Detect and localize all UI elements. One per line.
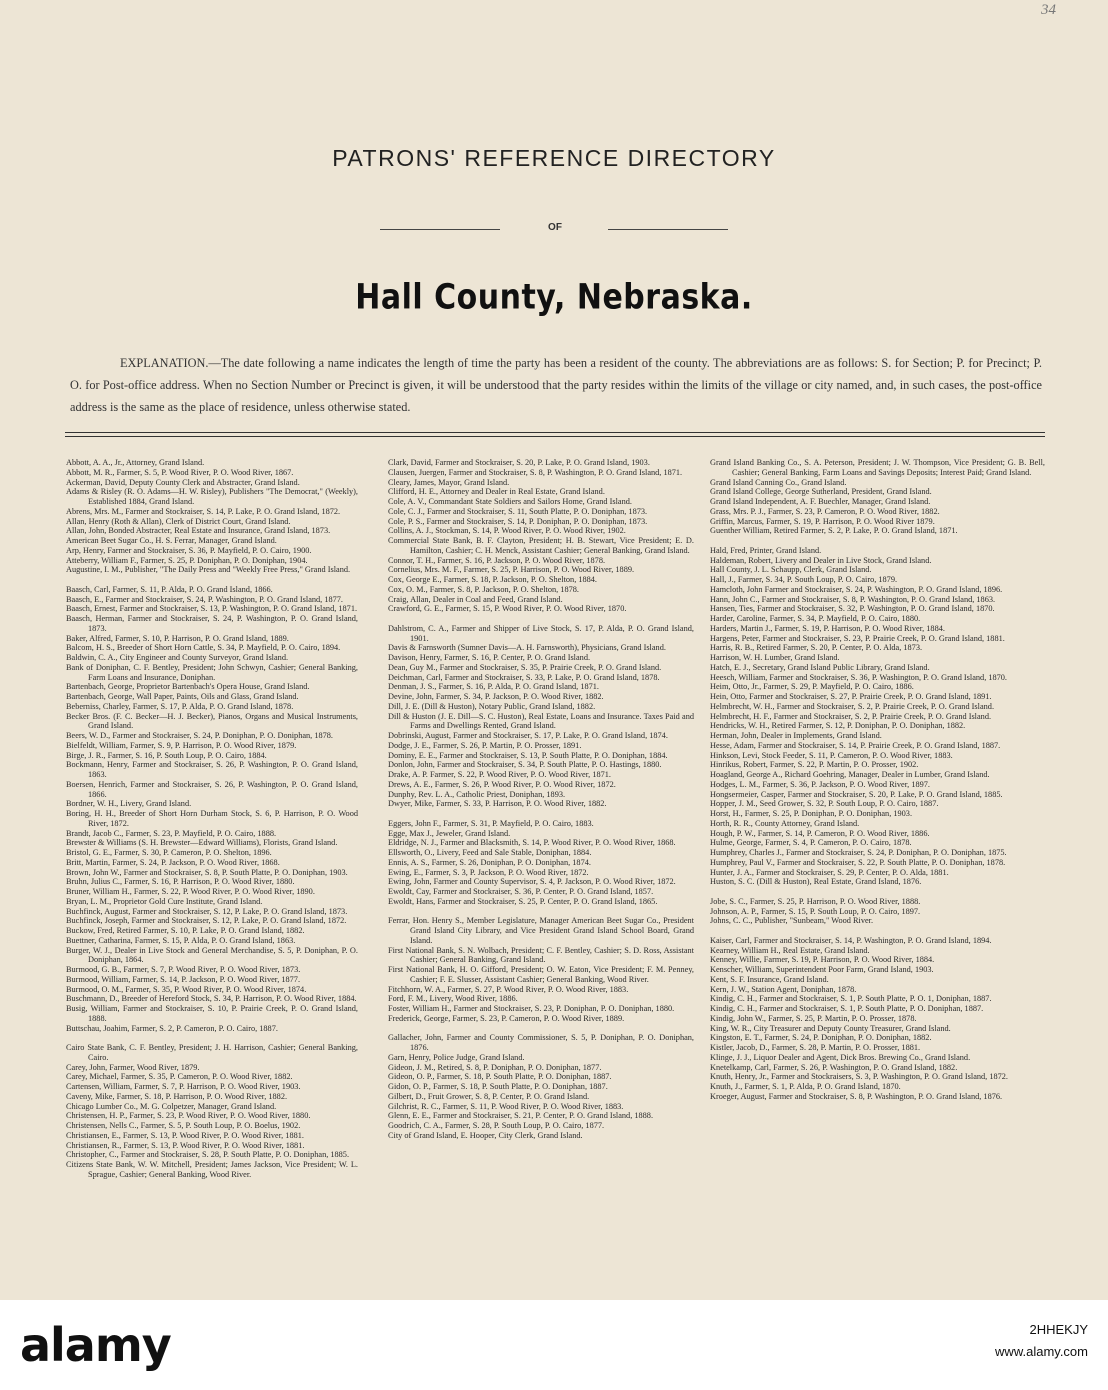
directory-entry: Heim, Otto, Jr., Farmer, S. 29, P. Mayfield, P. O. Cairo, 1886.: [710, 682, 914, 692]
of-label: OF: [548, 222, 562, 233]
page-number: 34: [1041, 2, 1056, 18]
double-rule-top: [65, 432, 1045, 433]
directory-entry: Buttschau, Joahim, Farmer, S. 2, P. Cameron, P. O. Cairo, 1887.: [66, 1023, 278, 1033]
directory-entry: Cairo State Bank, C. F. Bentley, President; J. H. Harrison, Cashier; General Banking, Cairo.: [66, 1043, 358, 1062]
directory-entry: Harrison, W. H. Lumber, Grand Island.: [710, 653, 840, 662]
directory-entry: Cornelius, Mrs. M. F., Farmer, S. 25, P. Harrison, P. O. Wood River, 1889.: [388, 565, 635, 575]
watermark-image-id: 2HHEKJY: [1029, 1322, 1088, 1337]
letter-group-gap: [388, 614, 694, 624]
directory-entry: Abrens, Mrs. M., Farmer and Stockraiser, S. 14, P. Lake, P. O. Grand Island, 1872.: [66, 506, 341, 516]
directory-entry: Busig, William, Farmer and Stockraiser, S. 10, P. Prairie Creek, P. O. Grand Island, 1888.: [66, 1004, 358, 1023]
directory-entry: Knuth, J., Farmer, S. 1, P. Alda, P. O. Grand Island, 1870.: [710, 1082, 901, 1091]
directory-entry: Ewing, E., Farmer, S. 3, P. Jackson, P. O. Wood River, 1872.: [388, 867, 589, 877]
directory-entry: City of Grand Island, E. Hooper, City Clerk, Grand Island.: [388, 1130, 583, 1140]
directory-entry: Cole, C. J., Farmer and Stockraiser, S. 11, South Platte, P. O. Doniphan, 1873.: [388, 506, 648, 516]
directory-entry: Eggers, John F., Farmer, S. 31, P. Mayfield, P. O. Cairo, 1883.: [388, 818, 594, 828]
directory-entry: Abbott, M. R., Farmer, S. 5, P. Wood River, P. O. Wood River, 1867.: [66, 467, 294, 477]
directory-entry: Ellsworth, O., Livery, Feed and Sale Stable, Doniphan, 1884.: [388, 848, 592, 857]
county-heading: Hall County, Nebraska.: [355, 277, 753, 318]
directory-entry: Kearney, William H., Real Estate, Grand Island.: [710, 945, 870, 955]
directory-entry: Dean, Guy M., Farmer and Stockraiser, S. 35, P. Prairie Creek, P. O. Grand Island.: [388, 662, 662, 672]
directory-entry: Brown, John W., Farmer and Stockraiser, S. 8, P. South Platte, P. O. Doniphan, 1903.: [66, 867, 348, 877]
directory-entry: Atteberry, William F., Farmer, S. 25, P. Doniphan, P. O. Doniphan, 1904.: [66, 555, 308, 565]
page-title: PATRONS' REFERENCE DIRECTORY: [332, 145, 776, 171]
directory-entry: Ewoldt, Hans, Farmer and Stockraiser, S. 25, P. Center, P. O. Grand Island, 1865.: [388, 896, 658, 906]
directory-entry: Burger, W. J., Dealer in Live Stock and General Merchandise, S. 5, P. Doniphan, P. O. Doniphan, 1864.: [66, 945, 358, 965]
directory-entry: Hall County, J. L. Schaupp, Clerk, Grand Island.: [710, 565, 872, 575]
directory-entry: Guenther William, Retired Farmer, S. 2, P. Lake, P. O. Grand Island, 1871.: [710, 526, 958, 536]
directory-entry: Drews, A. E., Farmer, S. 26, P. Wood River, P. O. Wood River, 1872.: [388, 779, 616, 789]
directory-entry: Foster, William H., Farmer and Stockraiser, S. 23, P. Doniphan, P. O. Doniphan, 1880.: [388, 1004, 675, 1013]
directory-entry: Dodge, J. E., Farmer, S. 26, P. Martin, P. O. Prosser, 1891.: [388, 740, 582, 750]
directory-entry: Egge, Max J., Jeweler, Grand Island.: [388, 828, 511, 838]
directory-entry: Ewoldt, Cay, Farmer and Stockraiser, S. 36, P. Center, P. O. Grand Island, 1857.: [388, 887, 654, 896]
directory-entry: Horst, H., Farmer, S. 25, P. Doniphan, P. O. Doniphan, 1903.: [710, 809, 913, 818]
directory-entry: Bockmann, Henry, Farmer and Stockraiser, S. 26, P. Washington, P. O. Grand Island, 1863.: [66, 760, 358, 779]
directory-entry: Kindig, C. H., Farmer and Stockraiser, S. 1, P. South Platte, P. O. 1, Doniphan, 1887.: [710, 994, 992, 1004]
directory-entry: Hansen, Ties, Farmer and Stockraiser, S. 32, P. Washington, P. O. Grand Island, 1870.: [710, 604, 995, 614]
directory-entry: Grand Island Independent, A. F. Buechler, Manager, Grand Island.: [710, 497, 931, 506]
directory-entry: Knetelkamp, Carl, Farmer, S. 26, P. Washington, P. O. Grand Island, 1882.: [710, 1062, 958, 1072]
directory-entry: Bristol, G. E., Farmer, S. 30, P. Cameron, P. O. Shelton, 1896.: [66, 848, 272, 857]
directory-entry: Dwyer, Mike, Farmer, S. 33, P. Harrison, P. O. Wood River, 1882.: [388, 799, 607, 809]
directory-entry: Goodrich, C. A., Farmer, S. 28, P. South Loup, P. O. Cairo, 1877.: [388, 1121, 605, 1130]
directory-entry: Bordner, W. H., Livery, Grand Island.: [66, 799, 192, 809]
directory-entry: Britt, Martin, Farmer, S. 24, P. Jackson, P. O. Wood River, 1868.: [66, 857, 280, 867]
directory-entry: Haldeman, Robert, Livery and Dealer in Live Stock, Grand Island.: [710, 555, 932, 565]
directory-entry: Gideon, O. P., Farmer, S. 18, P. South Platte, P. O. Doniphan, 1887.: [388, 1072, 612, 1082]
letter-group-gap: [388, 907, 694, 917]
directory-entry: Drake, A. P. Farmer, S. 22, P. Wood River, P. O. Wood River, 1871.: [388, 770, 611, 779]
directory-entry: Connor, T. H., Farmer, S. 16, P. Jackson, P. O. Wood River, 1878.: [388, 555, 606, 565]
directory-entry: Gidon, O. P., Farmer, S. 18, P. South Platte, P. O. Doniphan, 1887.: [388, 1082, 608, 1091]
directory-entry: Herman, John, Dealer in Implements, Grand Island.: [710, 731, 882, 740]
of-divider: [380, 222, 728, 236]
directory-entry: Buckow, Fred, Retired Farmer, S. 10, P. Lake, P. O. Grand Island, 1882.: [66, 926, 305, 935]
directory-entry: American Beet Sugar Co., H. S. Ferrar, Manager, Grand Island.: [66, 536, 277, 545]
directory-entry: Buchfinck, August, Farmer and Stockraiser, S. 12, P. Lake, P. O. Grand Island, 1873.: [66, 906, 348, 916]
directory-entry: Davis & Farnsworth (Sumner Davis—A. H. Farnsworth), Physicians, Grand Island.: [388, 643, 666, 653]
directory-entry: Bartenbach, George, Proprietor Bartenbach's Opera House, Grand Island.: [66, 682, 310, 692]
directory-entry: Devine, John, Farmer, S. 34, P. Jackson, P. O. Wood River, 1882.: [388, 692, 604, 701]
directory-entry: Hein, Otto, Farmer and Stockraiser, S. 27, P. Prairie Creek, P. O. Grand Island, 1891.: [710, 692, 992, 701]
directory-entry: Clark, David, Farmer and Stockraiser, S. 20, P. Lake, P. O. Grand Island, 1903.: [388, 458, 650, 467]
directory-entry: Johns, C. C., Publisher, "Sunbeam," Wood River.: [710, 916, 874, 926]
directory-entry: Bruner, William H., Farmer, S. 22, P. Wood River, P. O. Wood River, 1890.: [66, 887, 315, 896]
directory-entry: Gallacher, John, Farmer and County Commissioner, S. 5, P. Doniphan, P. O. Doniphan, 1876.: [388, 1033, 694, 1052]
directory-entry: Cartensen, William, Farmer, S. 7, P. Harrison, P. O. Wood River, 1903.: [66, 1082, 301, 1091]
directory-entry: Kingston, E. T., Farmer, S. 24, P. Doniphan, P. O. Doniphan, 1882.: [710, 1033, 932, 1043]
directory-entry: Deichman, Carl, Farmer and Stockraiser, S. 33, P. Lake, P. O. Grand Island, 1878.: [388, 672, 660, 682]
directory-entry: Fitchhorn, W. A., Farmer, S. 27, P. Wood River, P. O. Wood River, 1883.: [388, 984, 629, 994]
directory-entry: Dunphy, Rev. L. A., Catholic Priest, Doniphan, 1893.: [388, 789, 566, 799]
directory-entry: Hodges, L. M., Farmer, S. 36, P. Jackson, P. O. Wood River, 1897.: [710, 779, 930, 789]
directory-entry: Cox, O. M., Farmer, S. 8, P. Jackson, P. O. Shelton, 1878.: [388, 584, 579, 594]
directory-entry: Hargens, Peter, Farmer and Stockraiser, S. 23, P. Prairie Creek, P. O. Grand Island, 1881.: [710, 633, 1005, 643]
directory-entry: Ford, F. M., Livery, Wood River, 1886.: [388, 994, 518, 1004]
directory-entry: Hald, Fred, Printer, Grand Island.: [710, 545, 822, 555]
directory-entry: Adams & Risley (R. O. Adams—H. W. Risley), Publishers "The Democrat," (Weekly), Established 1884, Grand Island.: [66, 487, 358, 506]
directory-entry: Hough, P. W., Farmer, S. 14, P. Cameron, P. O. Wood River, 1886.: [710, 828, 930, 838]
directory-entry: Burmood, William, Farmer, S. 14, P. Jackson, P. O. Wood River, 1877.: [66, 974, 301, 984]
letter-group-gap: [710, 926, 1045, 936]
directory-entry: Hulme, George, Farmer, S. 4, P. Cameron, P. O. Cairo, 1878.: [710, 838, 912, 848]
directory-entry: Grand Island College, George Sutherland, President, Grand Island.: [710, 487, 932, 497]
directory-entry: Dominy, E. E., Farmer and Stockraiser, S. 13, P. South Platte, P. O. Doniphan, 1884.: [388, 750, 668, 760]
directory-entry: Bank of Doniphan, C. F. Bentley, President; John Schwyn, Cashier; General Banking, Farm Loans and Insurance, Doniphan.: [66, 662, 358, 682]
watermark-band: [0, 1300, 1108, 1390]
directory-entry: Becker Bros. (F. C. Becker—H. J. Becker), Pianos, Organs and Musical Instruments, Grand Island.: [66, 711, 358, 731]
directory-entry: Augustine, I. M., Publisher, "The Daily Press and "Weekly Free Press," Grand Island.: [66, 565, 351, 575]
directory-entry: Beers, W. D., Farmer and Stockraiser, S. 24, P. Doniphan, P. O. Doniphan, 1878.: [66, 731, 333, 740]
directory-entry: Cleary, James, Mayor, Grand Island.: [388, 477, 510, 487]
directory-entry: Harder, Caroline, Farmer, S. 34, P. Mayfield, P. O. Cairo, 1880.: [710, 614, 921, 623]
directory-entry: Carey, John, Farmer, Wood River, 1879.: [66, 1062, 200, 1072]
directory-entry: Citizens State Bank, W. W. Mitchell, President; James Jackson, Vice President; W. L. Sprague, Cashier; General Banking, Wood River.: [66, 1160, 358, 1179]
directory-entry: Buchfinck, Joseph, Farmer and Stockraiser, S. 12, P. Lake, P. O. Grand Island, 1872.: [66, 916, 347, 926]
directory-entry: Denman, J. S., Farmer, S. 16, P. Alda, P. O. Grand Island, 1871.: [388, 682, 599, 692]
directory-entry: Craig, Allan, Dealer in Coal and Feed, Grand Island.: [388, 594, 563, 604]
directory-entry: First National Bank, H. O. Gifford, President; O. W. Eaton, Vice President; F. M. Penney, Cashier; F. E. Slusser, Assistant Cashier; General Banking, Wood River.: [388, 965, 694, 984]
directory-entry: Jobe, S. C., Farmer, S. 25, P. Harrison, P. O. Wood River, 1888.: [710, 896, 921, 906]
directory-entry: Huston, S. C. (Dill & Huston), Real Estate, Grand Island, 1876.: [710, 877, 922, 887]
double-rule-bottom: [65, 436, 1045, 437]
directory-entry: Ennis, A. S., Farmer, S. 26, Doniphan, P. O. Doniphan, 1874.: [388, 857, 591, 867]
directory-entry: Hinkson, Levi, Stock Feeder, S. 11, P. Cameron, P. O. Wood River, 1883.: [710, 750, 953, 760]
directory-entry: Bielfeldt, William, Farmer, S. 9, P. Harrison, P. O. Wood River, 1879.: [66, 740, 297, 750]
directory-entry: First National Bank, S. N. Wolbach, President; C. F. Bentley, Cashier; S. D. Ross, Assistant Cashier; General Banking, Grand Island.: [388, 945, 694, 965]
directory-entry: Crawford, G. E., Farmer, S. 15, P. Wood River, P. O. Wood River, 1870.: [388, 604, 627, 614]
directory-entry: Cole, P. S., Farmer and Stockraiser, S. 14, P. Doniphan, P. O. Doniphan, 1873.: [388, 516, 648, 526]
directory-entry: Kenscher, William, Superintendent Poor Farm, Grand Island, 1903.: [710, 965, 934, 974]
directory-entry: Baldwin, C. A., City Engineer and County Surveyor, Grand Island.: [66, 653, 289, 662]
directory-entry: Christopher, C., Farmer and Stockraiser, S. 28, P. South Platte, P. O. Doniphan, 1885.: [66, 1150, 350, 1160]
directory-entry: Chicago Lumber Co., M. G. Colpetzer, Manager, Grand Island.: [66, 1101, 277, 1111]
directory-entry: Grass, Mrs. P. J., Farmer, S. 23, P. Cameron, P. O. Wood River, 1882.: [710, 506, 940, 516]
directory-entry: Heesch, William, Farmer and Stockraiser, S. 36, P. Washington, P. O. Grand Island, 1870.: [710, 672, 1008, 682]
directory-entry: Clifford, H. E., Attorney and Dealer in Real Estate, Grand Island.: [388, 487, 605, 497]
directory-entry: Beberniss, Charley, Farmer, S. 17, P. Alda, P. O. Grand Island, 1878.: [66, 701, 294, 711]
directory-entry: Garn, Henry, Police Judge, Grand Island.: [388, 1052, 525, 1062]
directory-entry: Hongsermeier, Casper, Farmer and Stockraiser, S. 20, P. Lake, P. O. Grand Island, 1885.: [710, 789, 1003, 799]
letter-group-gap: [66, 1033, 358, 1043]
directory-entry: Dobrinski, August, Farmer and Stockraiser, S. 17, P. Lake, P. O. Grand Island, 1874.: [388, 731, 668, 740]
directory-entry: Frederick, George, Farmer, S. 23, P. Cameron, P. O. Wood River, 1889.: [388, 1013, 625, 1023]
directory-entry: King, W. R., City Treasurer and Deputy County Treasurer, Grand Island.: [710, 1023, 951, 1033]
directory-entry: Kindig, C. H., Farmer and Stockraiser, S. 1, P. South Platte, P. O. Doniphan, 1887.: [710, 1004, 984, 1013]
directory-entry: Brandt, Jacob C., Farmer, S. 23, P. Mayfield, P. O. Cairo, 1888.: [66, 828, 277, 838]
directory-entry: Buschmann, D., Breeder of Hereford Stock, S. 34, P. Harrison, P. O. Wood River, 1884.: [66, 994, 357, 1004]
directory-entry: Baasch, Carl, Farmer, S. 11, P. Alda, P. O. Grand Island, 1866.: [66, 584, 273, 594]
directory-entry: Hinrikus, Robert, Farmer, S. 22, P. Martin, P. O. Prosser, 1902.: [710, 760, 919, 770]
directory-entry: Helmbrecht, H. F., Farmer and Stockraiser, S. 2, P. Prairie Creek, P. O. Grand Island.: [710, 711, 992, 721]
directory-entry: Horth, R. R., County Attorney, Grand Island.: [710, 818, 860, 828]
directory-entry: Allan, John, Bonded Abstracter, Real Estate and Insurance, Grand Island, 1873.: [66, 526, 331, 536]
directory-entry: Hall, J., Farmer, S. 34, P. South Loup, P. O. Cairo, 1879.: [710, 575, 898, 584]
directory-entry: Bartenbach, George, Wall Paper, Paints, Oils and Glass, Grand Island.: [66, 692, 299, 701]
directory-entry: Griffin, Marcus, Farmer, S. 19, P. Harrison, P. O. Wood River 1879.: [710, 516, 935, 526]
directory-entry: Cox, George E., Farmer, S. 18, P. Jackson, P. O. Shelton, 1884.: [388, 575, 598, 584]
directory-entry: Ackerman, David, Deputy County Clerk and Abstracter, Grand Island.: [66, 477, 300, 487]
directory-entry: Davison, Henry, Farmer, S. 16, P. Center, P. O. Grand Island.: [388, 653, 591, 662]
directory-entry: Harders, Martin J., Farmer, S. 19, P. Harrison, P. O. Wood River, 1884.: [710, 623, 945, 633]
directory-entry: Kern, J. W., Station Agent, Doniphan, 1878.: [710, 984, 857, 994]
directory-entry: Clausen, Juergen, Farmer and Stockraiser, S. 8, P. Washington, P. O. Grand Island, 1871.: [388, 467, 683, 477]
letter-group-gap: [66, 575, 358, 585]
directory-entry: Johnson, A. P., Farmer, S. 15, P. South Loup, P. O. Cairo, 1897.: [710, 906, 921, 916]
directory-entry: Cole, A. V., Commandant State Soldiers and Sailors Home, Grand Island.: [388, 497, 632, 506]
directory-entry: Hendricks, W. H., Retired Farmer, S. 12, P. Doniphan, P. O. Doniphan, 1882.: [710, 721, 966, 731]
directory-entry: Collins, A. J., Stockman, S. 14, P. Wood River, P. O. Wood River, 1902.: [388, 526, 626, 536]
directory-entry: Grand Island Banking Co., S. A. Peterson, President; J. W. Thompson, Vice President; G. B. Bell, Cashier; General Banking, Farm Loans and Savings Deposits; Interest Paid; Grand Island.: [710, 458, 1045, 477]
directory-entry: Kroeger, August, Farmer and Stockraiser, S. 8, P. Washington, P. O. Grand Island, 1876.: [710, 1091, 1003, 1101]
explanation: EXPLANATION.—The date following a name indicates the length of time the party has been a resident of the county. The abbreviations are as follows: S. for Section; P. for Precinct; P. O. for Post-office address. When no Section Number or Precinct is given, it will be understood that the party resides within the limits of the village or city named, and, in such cases, the post-office address is the same as the place of residence, unless otherwise stated.: [70, 356, 1042, 414]
directory-entry: Boring, H. H., Breeder of Short Horn Durham Stock, S. 6, P. Harrison, P. O. Wood River, 1872.: [66, 809, 358, 828]
directory-column-2: [388, 458, 694, 1141]
directory-entry: Ewing, John, Farmer and County Supervisor, S. 4, P. Jackson, P. O. Wood River, 1872.: [388, 877, 676, 887]
letter-group-gap: [388, 809, 694, 819]
directory-entry: Kistler, Jacob, D., Farmer, S. 28, P. Martin, P. O. Prosser, 1881.: [710, 1043, 921, 1052]
directory-entry: Carey, Michael, Farmer, S. 35, P. Cameron, P. O. Wood River, 1882.: [66, 1072, 293, 1082]
directory-entry: Baasch, Ernest, Farmer and Stockraiser, S. 13, P. Washington, P. O. Grand Island, 1871.: [66, 604, 358, 614]
directory-entry: Abbott, A. A., Jr., Attorney, Grand Island.: [66, 458, 205, 467]
directory-entry: Baker, Alfred, Farmer, S. 10, P. Harrison, P. O. Grand Island, 1889.: [66, 633, 289, 643]
letter-group-gap: [388, 1024, 694, 1034]
directory-entry: Hoagland, George A., Richard Goehring, Manager, Dealer in Lumber, Grand Island.: [710, 770, 990, 779]
directory-entry: Dahlstrom, C. A., Farmer and Shipper of Live Stock, S. 17, P. Alda, P. O. Grand Island, 1901.: [388, 623, 694, 643]
watermark-logo: alamy: [20, 1318, 171, 1372]
directory-entry: Balcom, H. S., Breeder of Short Horn Cattle, S. 34, P. Mayfield, P. O. Cairo, 1894.: [66, 643, 341, 653]
directory-entry: Dill & Huston (J. E. Dill—S. C. Huston), Real Estate, Loans and Insurance. Taxes Paid and Farms and Dwellings Rented, Grand Island.: [388, 711, 694, 731]
directory-entry: Klinge, J. J., Liquor Dealer and Agent, Dick Bros. Brewing Co., Grand Island.: [710, 1052, 971, 1062]
directory-entry: Hatch, E. J., Secretary, Grand Island Public Library, Grand Island.: [710, 662, 930, 672]
directory-entry: Birge, J. R., Farmer, S. 16, P. South Loup, P. O. Cairo, 1884.: [66, 750, 267, 760]
directory-entry: Boersen, Henrich, Farmer and Stockraiser, S. 26, P. Washington, P. O. Grand Island, 1866.: [66, 779, 358, 799]
directory-entry: Gideon, J. M., Retired, S. 8, P. Doniphan, P. O. Doniphan, 1877.: [388, 1062, 602, 1072]
directory-entry: Hopper, J. M., Seed Grower, S. 32, P. South Loup, P. O. Cairo, 1887.: [710, 799, 939, 809]
directory-entry: Burmood, G. B., Farmer, S. 7, P. Wood River, P. O. Wood River, 1873.: [66, 965, 301, 974]
directory-entry: Humphrey, Charles J., Farmer and Stockraiser, S. 24, P. Doniphan, P. O. Doniphan, 1875.: [710, 848, 1007, 857]
directory-entry: Christensen, H. P., Farmer, S. 23, P. Wood River, P. O. Wood River, 1880.: [66, 1111, 311, 1121]
directory-entry: Christiansen, R., Farmer, S. 13, P. Wood River, P. O. Wood River, 1881.: [66, 1140, 305, 1150]
directory-entry: Glenn, E. E., Farmer and Stockraiser, S. 21, P. Center, P. O. Grand Island, 1888.: [388, 1111, 654, 1121]
directory-entry: Burmood, O. M., Farmer, S. 35, P. Wood River, P. O. Wood River, 1874.: [66, 984, 307, 994]
directory-entry: Hunter, J. A., Farmer and Stockraiser, S. 29, P. Center, P. O. Alda, 1881.: [710, 867, 949, 877]
directory-entry: Gilchrist, R. C., Farmer, S. 11, P. Wood River, P. O. Wood River, 1883.: [388, 1101, 624, 1111]
letter-group-gap: [710, 536, 1045, 546]
directory-entry: Kent, S. F. Insurance, Grand Island.: [710, 974, 829, 984]
directory-entry: Dill, J. E. (Dill & Huston), Notary Public, Grand Island, 1882.: [388, 701, 596, 711]
directory-entry: Hann, John C., Farmer and Stockraiser, S. 8, P. Washington, P. O. Grand Island, 1863.: [710, 594, 996, 604]
directory-entry: Bruhn, Julius C., Farmer, S. 16, P. Harrison, P. O. Wood River, 1880.: [66, 877, 295, 887]
directory-entry: Christensen, Nells C., Farmer, S. 5, P. South Loup, P. O. Boelus, 1902.: [66, 1121, 301, 1130]
directory-entry: Baasch, Herman, Farmer and Stockraiser, S. 24, P. Washington, P. O. Grand Island, 1873.: [66, 614, 358, 633]
directory-entry: Kindig, John W., Farmer, S. 25, P. Martin, P. O. Prosser, 1878.: [710, 1013, 917, 1023]
directory-entry: Kenney, Willie, Farmer, S. 19, P. Harrison, P. O. Wood River, 1884.: [710, 955, 935, 965]
directory-entry: Arp, Henry, Farmer and Stockraiser, S. 36, P. Mayfield, P. O. Cairo, 1900.: [66, 545, 312, 555]
directory-column-3: [710, 458, 1045, 1102]
directory-entry: Hesse, Adam, Farmer and Stockraiser, S. 14, P. Prairie Creek, P. O. Grand Island, 1887.: [710, 740, 1001, 750]
directory-entry: Gilbert, D., Fruit Grower, S. 8, P. Center, P. O. Grand Island.: [388, 1091, 590, 1101]
directory-entry: Harris, R. B., Retired Farmer, S. 20, P. Center, P. O. Alda, 1873.: [710, 643, 923, 653]
watermark-url: www.alamy.com: [995, 1344, 1088, 1359]
directory-entry: Knuth, Henry, Jr., Farmer and Stockraisers, S. 3, P. Washington, P. O. Grand Island, 1872.: [710, 1072, 1008, 1082]
directory-entry: Hamcloth, John Farmer and Stockraiser, S. 24, P. Washington, P. O. Grand Island, 1896.: [710, 584, 1003, 594]
directory-entry: Humphrey, Paul V., Farmer and Stockraiser, S. 22, P. South Platte, P. O. Doniphan, 1878.: [710, 857, 1006, 867]
directory-entry: Donlon, John, Farmer and Stockraiser, S. 34, P. South Platte, P. O. Hastings, 1880.: [388, 760, 662, 770]
directory-entry: Kaiser, Carl, Farmer and Stockraiser, S. 14, P. Washington, P. O. Grand Island, 1894.: [710, 935, 992, 945]
directory-entry: Brewster & Williams (S. H. Brewster—Edward Williams), Florists, Grand Island.: [66, 838, 338, 848]
directory-column-1: [66, 458, 358, 1180]
directory-entry: Helmbrecht, W. H., Farmer and Stockraiser, S. 2, P. Prairie Creek, P. O. Grand Island.: [710, 701, 995, 711]
divider-line-right: [608, 229, 728, 230]
directory-entry: Bryan, L. M., Proprietor Gold Cure Institute, Grand Island.: [66, 896, 263, 906]
letter-group-gap: [710, 887, 1045, 897]
directory-entry: Christiansen, E., Farmer, S. 13, P. Wood River, P. O. Wood River, 1881.: [66, 1130, 304, 1140]
directory-entry: Eldridge, N. J., Farmer and Blacksmith, S. 14, P. Wood River, P. O. Wood River, 1868.: [388, 838, 676, 848]
directory-entry: Allan, Henry (Roth & Allan), Clerk of District Court, Grand Island.: [66, 516, 291, 526]
divider-line-left: [380, 229, 500, 230]
directory-entry: Baasch, E., Farmer and Stockraiser, S. 24, P. Washington, P. O. Grand Island, 1877.: [66, 594, 343, 604]
directory-entry: Grand Island Canning Co., Grand Island.: [710, 477, 847, 487]
directory-entry: Buettner, Catharina, Farmer, S. 15, P. Alda, P. O. Grand Island, 1863.: [66, 935, 296, 945]
directory-entry: Caveny, Mike, Farmer, S. 18, P. Harrison, P. O. Wood River, 1882.: [66, 1091, 288, 1101]
directory-entry: Ferrar, Hon. Henry S., Member Legislature, Manager American Beet Sugar Co., President Grand Island City Library, and Vice President Grand Island School Board, Grand Island.: [388, 916, 694, 945]
directory-entry: Commercial State Bank, B. F. Clayton, President; H. B. Stewart, Vice President; E. D. Hamilton, Cashier; C. H. Menck, Assistant Cashier; General Banking, Grand Island.: [388, 536, 694, 555]
